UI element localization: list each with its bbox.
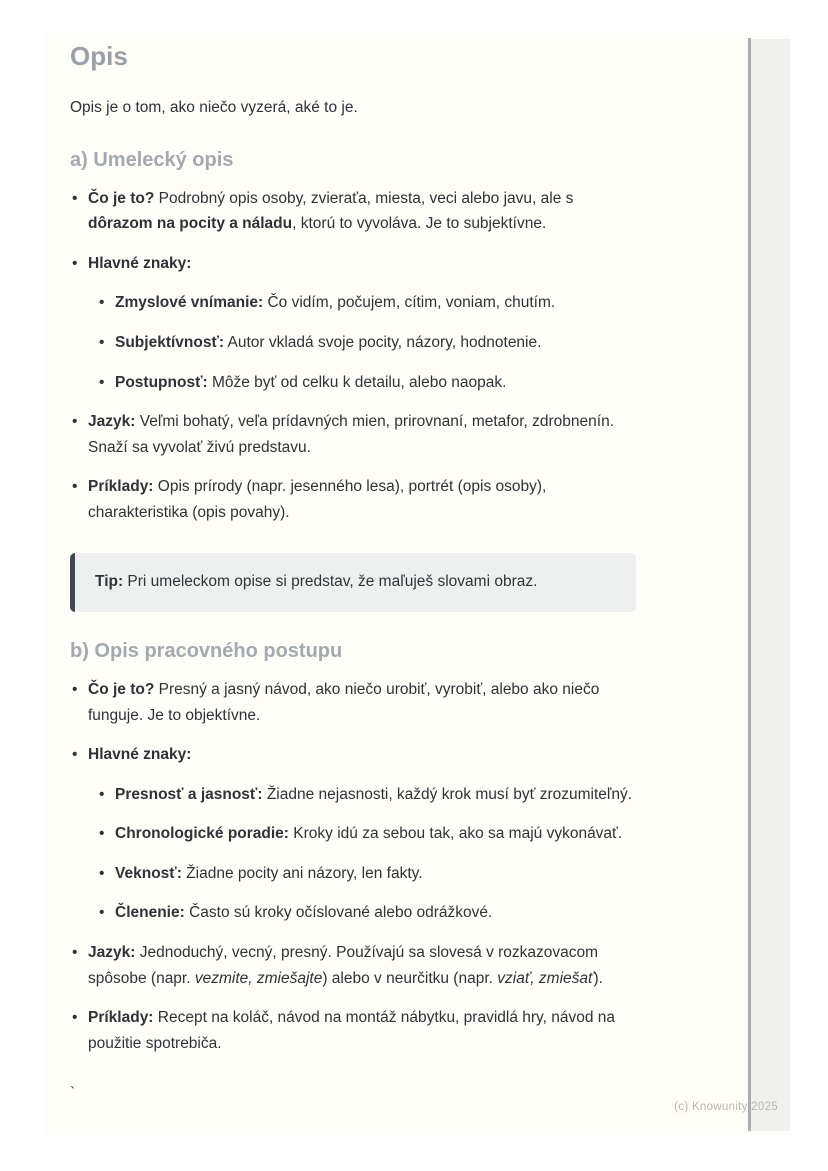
list-item xyxy=(70,677,636,728)
document-page xyxy=(42,33,790,1135)
plain-text: Opis prírody (napr. jesenného lesa), portrét (opis osoby), charakteristika (opis povahy). xyxy=(88,478,547,521)
tip-text: Pri umeleckom opise si predstav, že maľuješ slovami obraz. xyxy=(123,573,538,591)
bold-text: Zmyslové vnímanie: xyxy=(115,294,264,312)
bold-text: Hlavné znaky: xyxy=(88,254,192,272)
tip-label: Tip: xyxy=(95,573,124,591)
bold-text: Jazyk: xyxy=(88,944,136,962)
plain-text: Podrobný opis osoby, zvieraťa, miesta, veci alebo javu, ale s xyxy=(154,189,574,207)
plain-text: Veľmi bohatý, veľa prídavných mien, prirovnaní, metafor, zdrobnenín. Snaží sa vyvolať živú predstavu. xyxy=(88,413,615,456)
list-item xyxy=(97,821,636,847)
plain-text: Čo vidím, počujem, cítim, voniam, chutím. xyxy=(263,294,556,312)
list-item xyxy=(97,330,636,356)
plain-text: Presný a jasný návod, ako niečo urobiť, vyrobiť, alebo ako niečo funguje. Je to objektívne. xyxy=(88,681,600,724)
plain-text: Kroky idú za sebou tak, ako sa majú vykonávať. xyxy=(288,825,623,843)
italic-text: vziať, zmiešať xyxy=(497,969,594,987)
section-heading: a) Umelecký opis xyxy=(70,148,234,171)
list-item xyxy=(97,782,636,808)
plain-text: Môže byť od celku k detailu, alebo naopak. xyxy=(207,373,507,391)
list-item xyxy=(70,742,636,768)
bold-text: Presnosť a jasnosť: xyxy=(115,785,263,803)
plain-text: Často sú kroky očíslované alebo odrážkové. xyxy=(184,904,493,922)
list-item xyxy=(70,474,636,525)
bold-text: Chronologické poradie: xyxy=(115,825,289,843)
bold-text: Čo je to? xyxy=(88,189,155,207)
plain-text: Žiadne pocity ani názory, len fakty. xyxy=(181,864,423,882)
tip-callout xyxy=(70,553,636,612)
page-title: Opis xyxy=(70,41,128,71)
list-item xyxy=(70,251,636,277)
italic-text: vezmite, zmiešajte xyxy=(194,969,323,987)
plain-text: Jednoduchý, vecný, presný. Používajú sa slovesá v rozkazovacom spôsobe (napr. xyxy=(88,944,599,987)
section-heading: b) Opis pracovného postupu xyxy=(70,640,343,663)
list-item xyxy=(70,409,636,460)
bold-text: dôrazom na pocity a náladu xyxy=(88,215,293,233)
copyright-footer: (c) Knowunity 2025 xyxy=(674,1101,778,1113)
bullet-list xyxy=(70,186,636,526)
plain-text: Žiadne nejasnosti, každý krok musí byť zrozumiteľný. xyxy=(262,785,633,803)
plain-text: Autor vkladá svoje pocity, názory, hodnotenie. xyxy=(224,333,542,351)
plain-text: , ktorú to vyvoláva. Je to subjektívne. xyxy=(292,215,547,233)
plain-text: ). xyxy=(593,969,603,987)
list-item xyxy=(97,290,636,316)
plain-text: ) alebo v neurčitku (napr. xyxy=(322,969,498,987)
intro-paragraph: Opis je o tom, ako niečo vyzerá, aké to je. xyxy=(70,98,358,116)
stray-backtick: ` xyxy=(70,1084,75,1102)
bold-text: Subjektívnosť: xyxy=(115,333,225,351)
bold-text: Hlavné znaky: xyxy=(88,746,192,764)
list-item xyxy=(70,1005,636,1056)
bullet-list xyxy=(70,677,636,1056)
bold-text: Postupnosť: xyxy=(115,373,208,391)
list-item xyxy=(70,940,636,991)
bold-text: Jazyk: xyxy=(88,413,136,431)
document-content xyxy=(70,42,636,1101)
plain-text: Recept na koláč, návod na montáž nábytku, pravidlá hry, návod na použitie spotrebiča. xyxy=(88,1009,616,1052)
bold-text: Veknosť: xyxy=(115,864,182,882)
bold-text: Členenie: xyxy=(115,904,185,922)
scrollbar-thumb[interactable] xyxy=(748,38,751,1131)
bold-text: Príklady: xyxy=(88,1009,154,1027)
bold-text: Čo je to? xyxy=(88,681,155,699)
sections-container xyxy=(70,149,636,1057)
list-item xyxy=(70,186,636,237)
list-item xyxy=(97,861,636,887)
page-edge-strip xyxy=(751,39,790,1131)
list-item xyxy=(97,370,636,396)
list-item xyxy=(97,900,636,926)
bold-text: Príklady: xyxy=(88,478,154,496)
